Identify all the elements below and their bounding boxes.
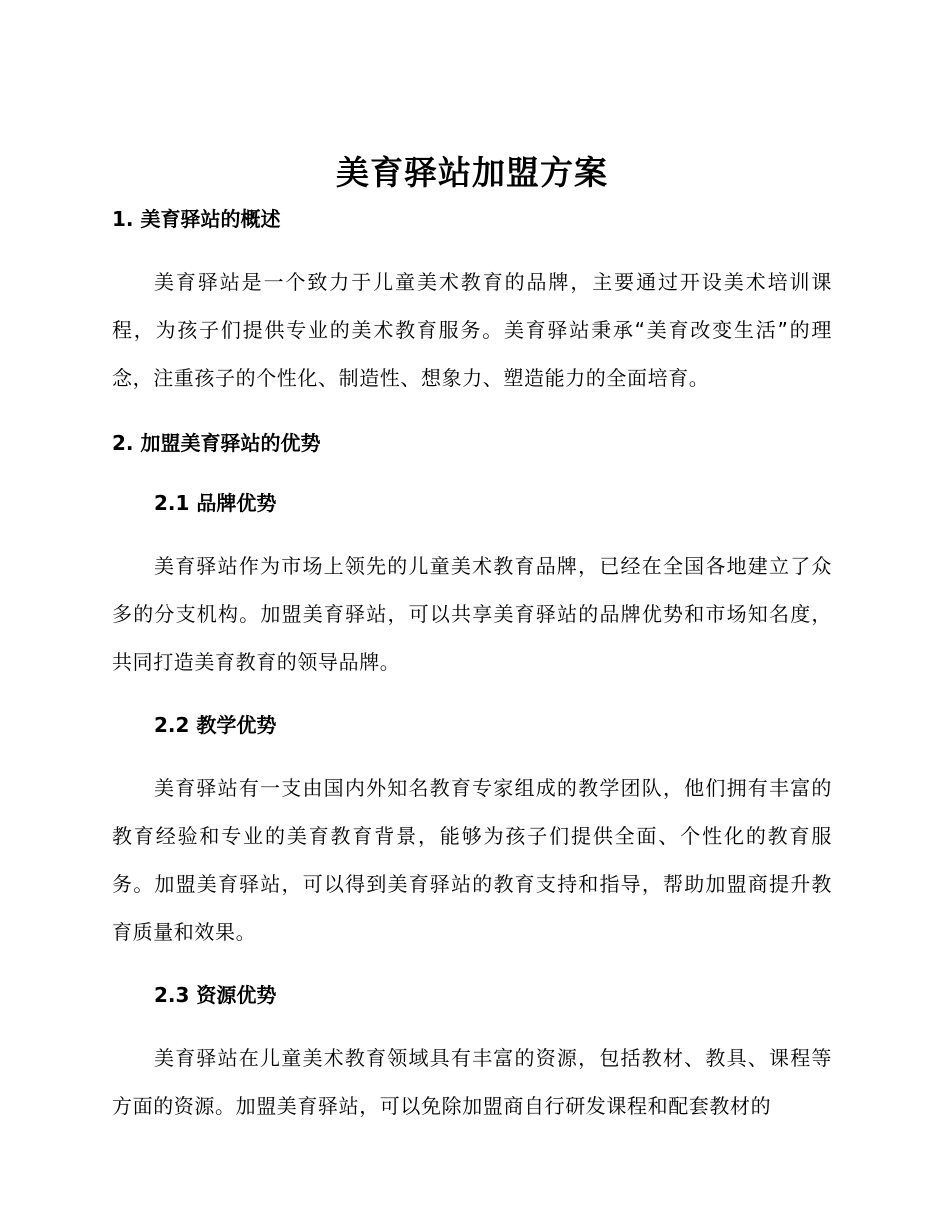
subsection-heading-brand: 2.1 品牌优势 [154,491,277,515]
document-body [112,148,832,1130]
subsection-heading-resources: 2.3 资源优势 [154,983,277,1007]
subsection-heading-teaching: 2.2 教学优势 [154,713,277,737]
section-heading-advantages: 2. 加盟美育驿站的优势 [112,431,321,455]
teaching-advantage-paragraph: 美育驿站有一支由国内外知名教育专家组成的教学团队，他们拥有丰富的教育经验和专业的美育教育背景，能够为孩子们提供全面、个性化的教育服务。加盟美育驿站，可以得到美育驿站的教育支持和指导，帮助加盟商提升教育质量和效果。 [112,776,832,944]
document-title: 美育驿站加盟方案 [336,153,608,192]
section-heading-overview: 1. 美育驿站的概述 [112,207,281,231]
overview-paragraph: 美育驿站是一个致力于儿童美术教育的品牌，主要通过开设美术培训课程，为孩子们提供专业的美术教育服务。美育驿站秉承“美育改变生活”的理念，注重孩子的个性化、制造性、想象力、塑造能力的全面培育。 [112,270,832,390]
resource-advantage-paragraph: 美育驿站在儿童美术教育领域具有丰富的资源，包括教材、教具、课程等方面的资源。加盟美育驿站，可以免除加盟商自行研发课程和配套教材的 [112,1046,832,1118]
brand-advantage-paragraph: 美育驿站作为市场上领先的儿童美术教育品牌，已经在全国各地建立了众多的分支机构。加盟美育驿站，可以共享美育驿站的品牌优势和市场知名度，共同打造美育教育的领导品牌。 [112,554,832,674]
